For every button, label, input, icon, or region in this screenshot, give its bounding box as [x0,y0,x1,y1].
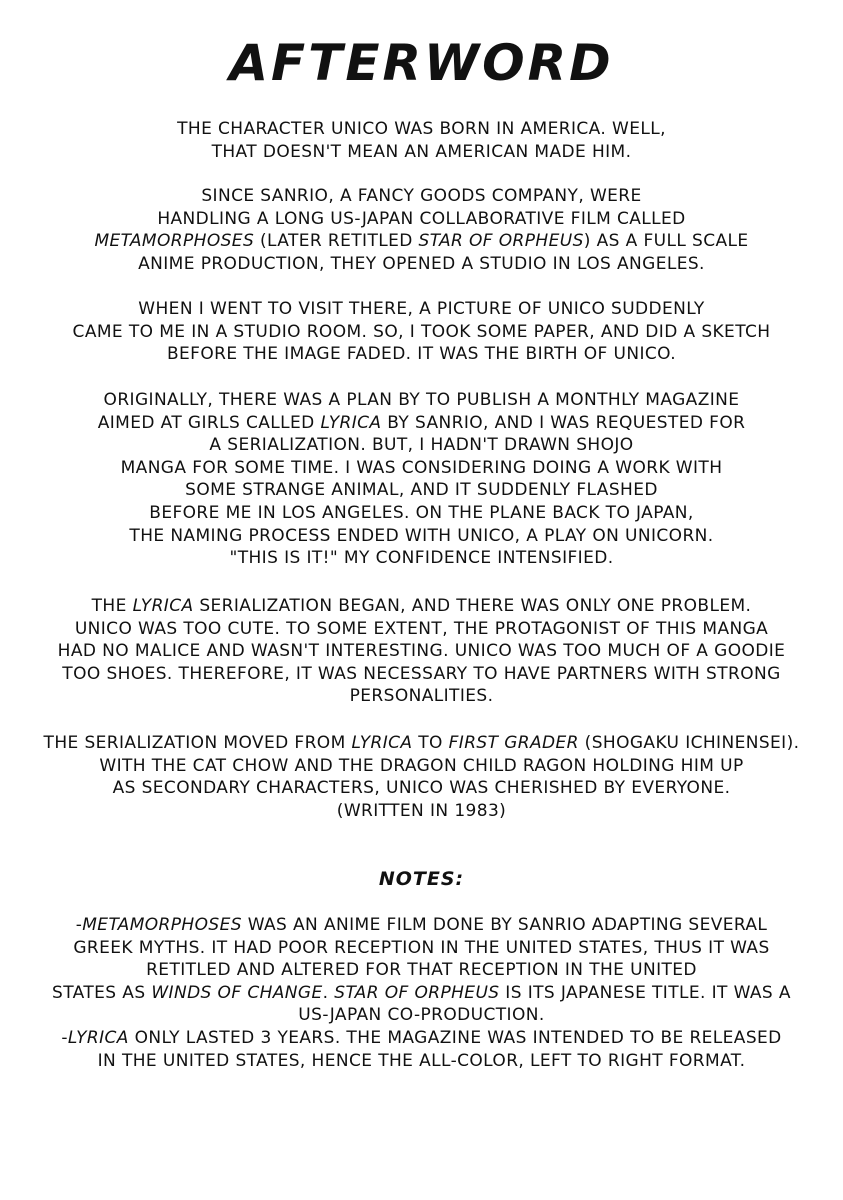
text-segment: WAS AN ANIME FILM DONE BY SANRIO ADAPTING SEVERAL [241,915,768,935]
text-line [0,618,843,641]
italic-title: WINDS OF CHANGE [151,982,323,1003]
text-segment: THE [91,596,133,616]
text-segment: ANIME PRODUCTION, THEY OPENED A STUDIO IN LOS ANGELES. [138,253,705,274]
text-line [0,118,843,141]
text-line [0,732,843,755]
text-segment: (SHOGAKU ICHINENSEI). [578,733,800,753]
text-segment: IN THE UNITED STATES, HENCE THE ALL-COLOR, LEFT TO RIGHT FORMAT. [97,1050,746,1071]
text-line [0,479,843,502]
paragraph-6 [0,732,843,822]
text-line [0,755,843,778]
text-line [0,777,843,800]
text-line [0,1004,843,1027]
text-line [0,185,843,208]
italic-title: LYRICA [351,733,413,753]
text-segment: A SERIALIZATION. BUT, I HADN'T DRAWN SHOJO [209,435,634,456]
text-line [0,640,843,663]
text-segment: MANGA FOR SOME TIME. I WAS CONSIDERING DOING A WORK WITH [120,457,723,478]
text-line [0,959,843,982]
italic-title: LYRICA [320,412,382,433]
text-segment: UNICO WAS TOO CUTE. TO SOME EXTENT, THE PROTAGONIST OF THIS MANGA [74,618,769,639]
text-segment: AS SECONDARY CHARACTERS, UNICO WAS CHERISHED BY EVERYONE. [112,778,731,799]
italic-title: METAMORPHOSES [82,915,242,935]
text-line [0,1050,843,1073]
text-line [0,914,843,937]
text-segment: BEFORE THE IMAGE FADED. IT WAS THE BIRTH OF UNICO. [166,344,677,365]
text-segment: THAT DOESN'T MEAN AN AMERICAN MADE HIM. [211,141,632,162]
text-line [0,389,843,412]
paragraph-2 [0,185,843,275]
text-segment: . [322,982,335,1003]
text-segment: SOME STRANGE ANIMAL, AND IT SUDDENLY FLASHED [185,480,658,501]
text-line [0,230,843,253]
paragraph-1 [0,118,843,163]
text-line [0,937,843,960]
text-segment: (LATER RETITLED [254,231,419,252]
text-segment: AIMED AT GIRLS CALLED [97,412,321,433]
text-segment: SERIALIZATION BEGAN, AND THERE WAS ONLY ONE PROBLEM. [193,596,752,616]
page-title: AFTERWORD [229,34,614,92]
text-segment: HANDLING A LONG US-JAPAN COLLABORATIVE FILM CALLED [157,208,686,229]
notes-heading: NOTES: [378,868,465,890]
text-segment: - [61,1027,68,1048]
text-segment: "THIS IS IT!" MY CONFIDENCE INTENSIFIED. [229,548,614,569]
text-line [0,298,843,321]
italic-title: FIRST GRADER [448,733,579,753]
text-segment: (WRITTEN IN 1983) [336,800,507,821]
text-segment: IS ITS JAPANESE TITLE. IT WAS A [499,982,791,1003]
text-segment: HAD NO MALICE AND WASN'T INTERESTING. UNICO WAS TOO MUCH OF A GOODIE [57,641,786,662]
text-line [0,253,843,276]
text-line [0,457,843,480]
text-segment: GREEK MYTHS. IT HAD POOR RECEPTION IN THE UNITED STATES, THUS IT WAS [73,937,770,958]
italic-title: STAR OF ORPHEUS [334,982,500,1003]
italic-title: STAR OF ORPHEUS [418,231,584,252]
text-segment: BY SANRIO, AND I WAS REQUESTED FOR [381,412,746,433]
text-line [0,1027,843,1050]
text-line [0,800,843,823]
notes-body [0,914,843,1072]
text-segment: BEFORE ME IN LOS ANGELES. ON THE PLANE BACK TO JAPAN, [149,502,694,523]
text-segment: ORIGINALLY, THERE WAS A PLAN BY TO PUBLISH A MONTHLY MAGAZINE [103,390,740,410]
text-segment: ) AS A FULL SCALE [583,231,749,252]
text-segment: STATES AS [52,982,152,1003]
text-segment: THE CHARACTER UNICO WAS BORN IN AMERICA. WELL, [177,119,666,139]
italic-title: LYRICA [67,1027,129,1048]
text-line [0,663,843,686]
text-segment: - [75,915,83,935]
text-segment: THE SERIALIZATION MOVED FROM [43,733,352,753]
text-line [0,525,843,548]
text-segment: TO [412,733,449,753]
text-line [0,547,843,570]
text-segment: WHEN I WENT TO VISIT THERE, A PICTURE OF UNICO SUDDENLY [138,299,705,319]
text-line [0,141,843,164]
text-segment: CAME TO ME IN A STUDIO ROOM. SO, I TOOK SOME PAPER, AND DID A SKETCH [72,321,771,342]
text-segment: TOO SHOES. THEREFORE, IT WAS NECESSARY TO HAVE PARTNERS WITH STRONG [62,663,781,684]
italic-title: LYRICA [132,596,194,616]
text-line [0,685,843,708]
text-line [0,595,843,618]
text-segment: PERSONALITIES. [349,686,494,707]
text-line [0,343,843,366]
text-line [0,982,843,1005]
text-segment: US-JAPAN CO-PRODUCTION. [298,1005,545,1026]
text-line [0,502,843,525]
paragraph-4 [0,389,843,570]
text-segment: WITH THE CAT CHOW AND THE DRAGON CHILD RAGON HOLDING HIM UP [99,755,744,776]
text-segment: RETITLED AND ALTERED FOR THAT RECEPTION IN THE UNITED [146,960,697,981]
italic-title: METAMORPHOSES [94,231,255,252]
text-line [0,321,843,344]
text-segment: ONLY LASTED 3 YEARS. THE MAGAZINE WAS INTENDED TO BE RELEASED [128,1027,782,1048]
text-segment: THE NAMING PROCESS ENDED WITH UNICO, A PLAY ON UNICORN. [129,525,714,546]
text-line [0,208,843,231]
paragraph-5 [0,595,843,708]
text-line [0,434,843,457]
text-line [0,412,843,435]
paragraph-3 [0,298,843,366]
text-segment: SINCE SANRIO, A FANCY GOODS COMPANY, WERE [201,186,642,206]
